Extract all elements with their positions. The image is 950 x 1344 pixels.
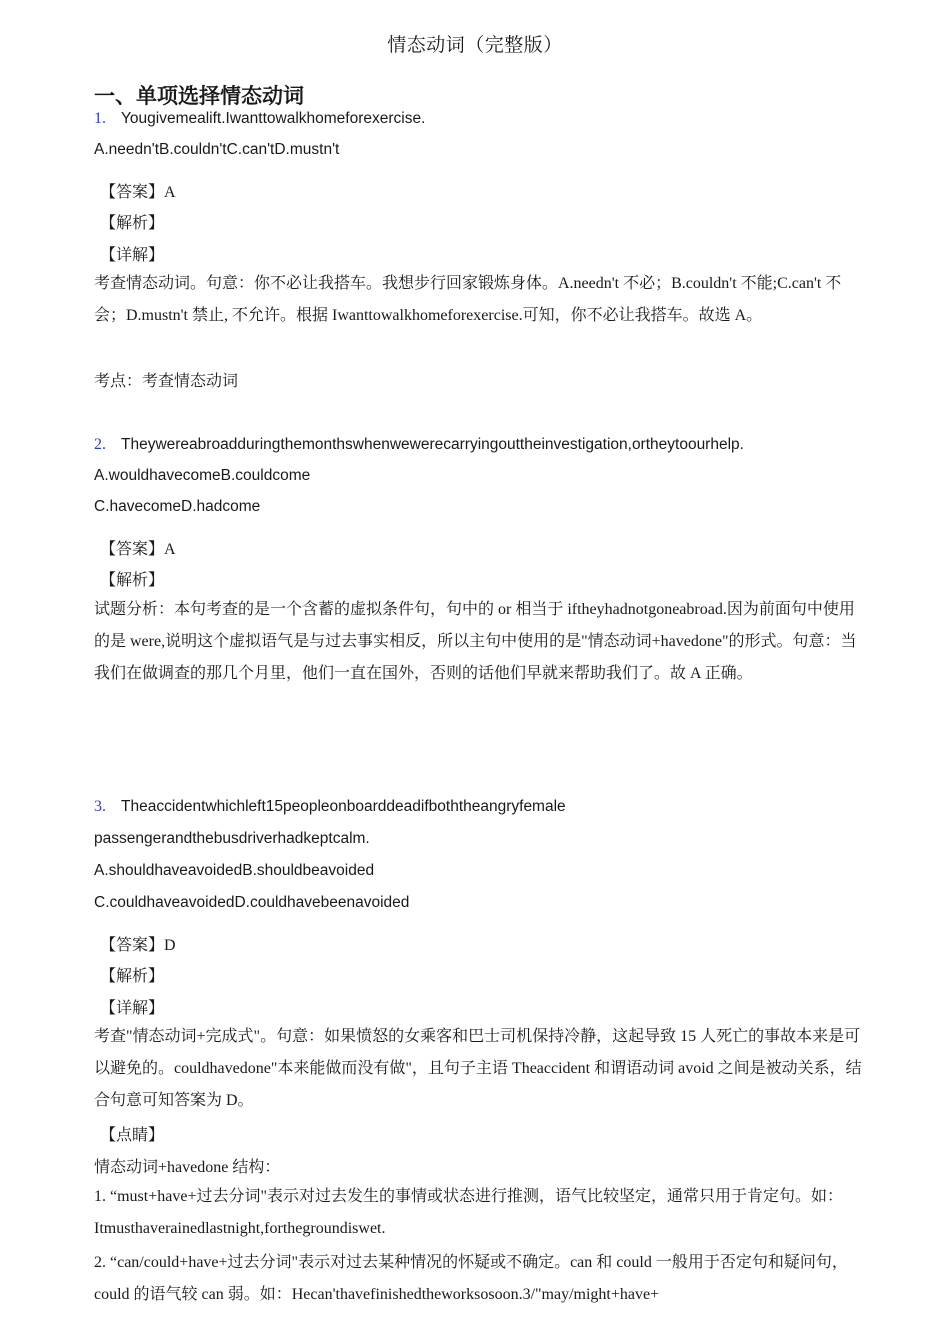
question-1-explanation: 考查情态动词。句意：你不必让我搭车。我想步行回家锻炼身体。A.needn't 不必；B.couldn't 不能;C.can't 不会；D.mustn't 禁止, 不允许。根据 Iwanttowalkhomeforexercise.可知，你不必让我搭车。故选 A。 <box>94 275 842 324</box>
question-text: Theaccidentwhichleft15peopleonboarddeadifboththeangryfemale <box>121 798 566 815</box>
section-heading: 一、单项选择情态动词 <box>94 84 304 108</box>
analysis-label: 【解析】 <box>100 572 165 589</box>
answer-label: 【答案】D <box>100 937 176 954</box>
question-2 <box>94 436 864 454</box>
question-2-options-c-d: C.havecomeD.hadcome <box>94 498 261 515</box>
question-1-point: 考点：考查情态动词 <box>94 373 239 390</box>
question-number: 1. <box>94 110 106 127</box>
tip-intro: 情态动词+havedone 结构： <box>94 1159 281 1176</box>
tip-label: 【点睛】 <box>100 1127 165 1144</box>
analysis-label: 【解析】 <box>100 215 165 232</box>
question-number: 3. <box>94 798 106 815</box>
answer-label: 【答案】A <box>100 184 176 201</box>
tip-point-1: 1. “must+have+过去分词"表示对过去发生的事情或状态进行推测，语气比较坚定，通常只用于肯定句。如：Itmusthaverainedlastnight,forthegroundiswet. <box>94 1188 844 1237</box>
question-number: 2. <box>94 436 106 453</box>
detail-label: 【详解】 <box>100 247 165 264</box>
document-title: 情态动词（完整版） <box>387 35 563 56</box>
analysis-label: 【解析】 <box>100 968 165 985</box>
answer-label: 【答案】A <box>100 541 176 558</box>
question-3 <box>94 798 864 816</box>
question-2-options-a-b: A.wouldhavecomeB.couldcome <box>94 467 311 484</box>
question-3-options-c-d: C.couldhaveavoidedD.couldhavebeenavoided <box>94 894 410 911</box>
question-3-text-continued: passengerandthebusdriverhadkeptcalm. <box>94 830 370 847</box>
tip-point-2: 2. “can/could+have+过去分词"表示对过去某种情况的怀疑或不确定。can 和 could 一般用于否定句和疑问句，could 的语气较 can 弱。如：Hecan'thavefinishedtheworksosoon.3/"may/might+have+ <box>94 1254 848 1303</box>
question-1 <box>94 110 864 128</box>
question-1-options: A.needn'tB.couldn'tC.can'tD.mustn't <box>94 141 340 158</box>
detail-label: 【详解】 <box>100 1000 165 1017</box>
question-3-explanation: 考查"情态动词+完成式"。句意：如果愤怒的女乘客和巴士司机保持冷静，这起导致 15 人死亡的事故本来是可以避免的。couldhavedone"本来能做而没有做"，且句子主语 Theaccident 和谓语动词 avoid 之间是被动关系，结合句意可知答案为 D。 <box>94 1028 862 1109</box>
question-2-explanation: 试题分析：本句考查的是一个含蓄的虚拟条件句，句中的 or 相当于 iftheyhadnotgoneabroad.因为前面句中使用的是 were,说明这个虚拟语气是与过去事实相反，所以主句中使用的是"情态动词+havedone"的形式。句意：当我们在做调查的那几个月里，他们一直在国外，否则的话他们早就来帮助我们了。故 A 正确。 <box>94 601 857 682</box>
question-3-options-a-b: A.shouldhaveavoidedB.shouldbeavoided <box>94 862 375 879</box>
question-text: Yougivemealift.Iwanttowalkhomeforexercise. <box>121 110 426 127</box>
question-text: Theywereabroadduringthemonthswhenwewerecarryingouttheinvestigation,ortheytoourhelp. <box>121 436 744 453</box>
